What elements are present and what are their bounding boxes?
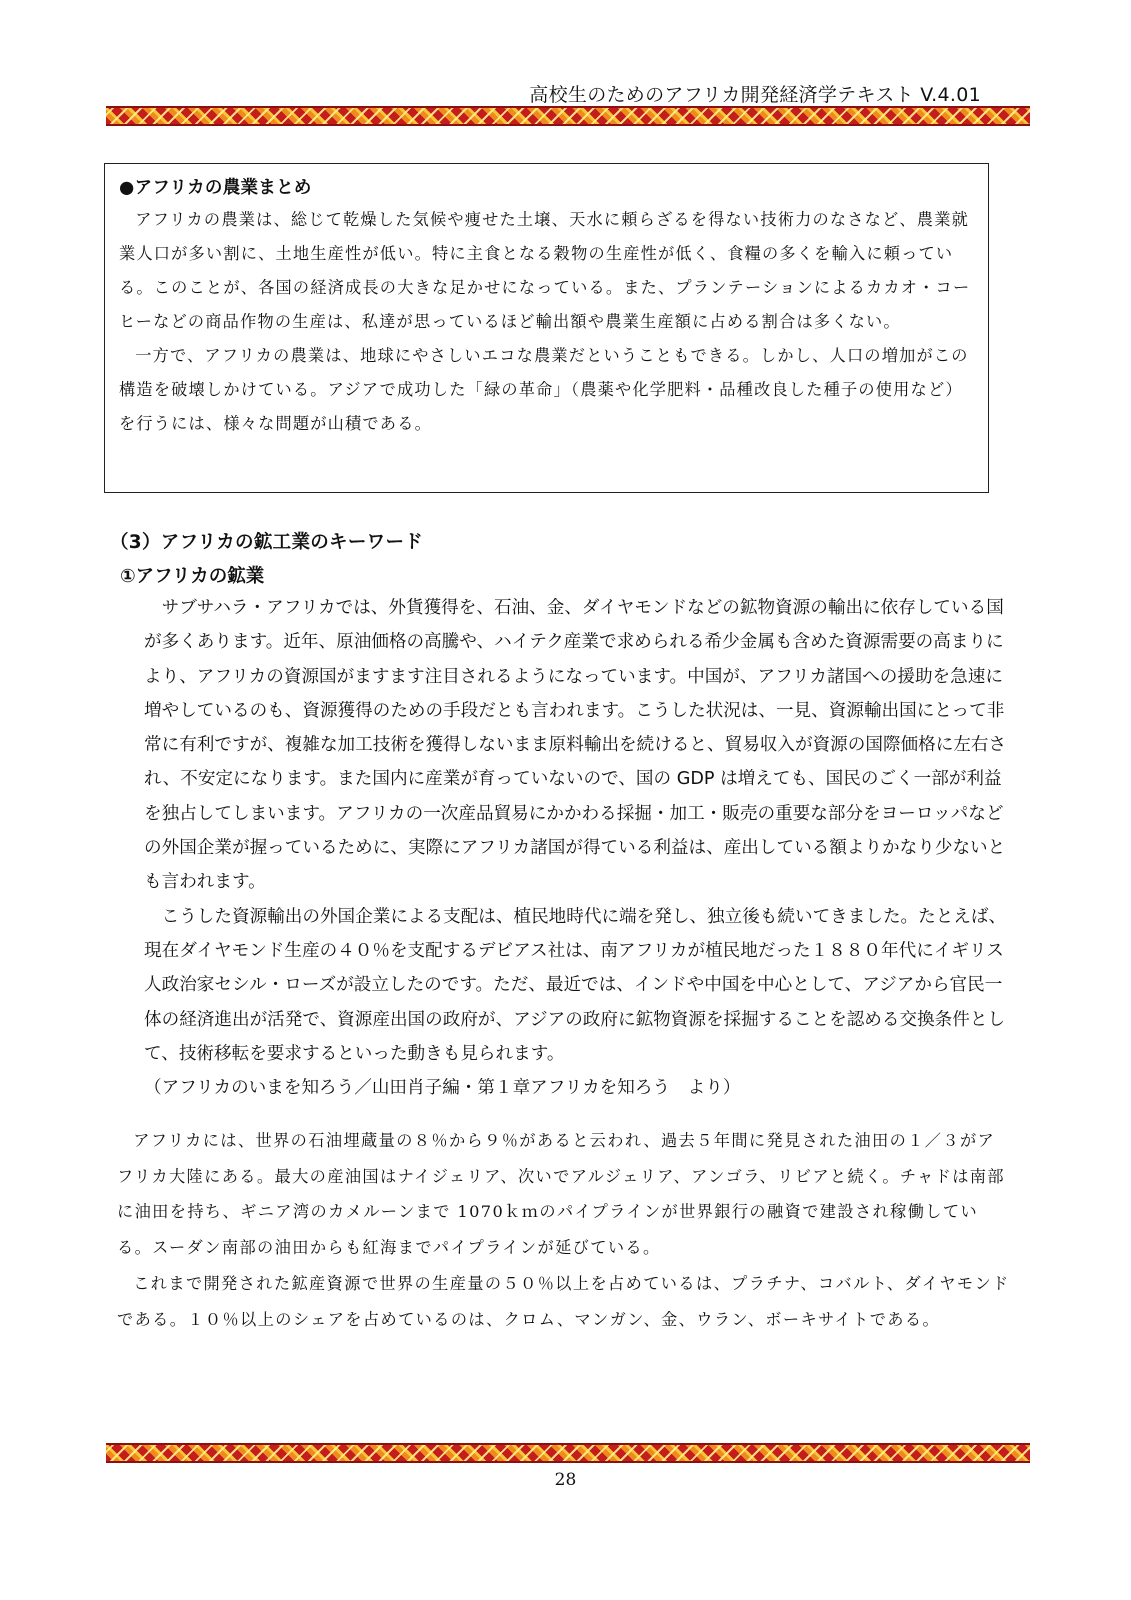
section-heading: （3）アフリカの鉱工業のキーワード (110, 532, 424, 553)
footer-decorative-band (106, 1443, 1030, 1463)
mining-body-text (144, 591, 1010, 1105)
page-number: 28 (554, 1470, 577, 1490)
summary-box-title: ●アフリカの農業まとめ (119, 178, 312, 198)
agriculture-summary-box (104, 163, 989, 493)
body-paragraph: こうした資源輸出の外国企業による支配は、植民地時代に端を発し、独立後も続いてきました。たとえば、現在ダイヤモンド生産の４０％を支配するデビアス社は、南アフリカが植民地だった１８８０年代にイギリス人政治家セシル・ローズが設立したのです。ただ、最近では、インドや中国を中心として、アジアから官民一体の経済進出が活発で、資源産出国の政府が、アジアの政府に鉱物資源を採掘することを認める交換条件として、技術移転を要求するといった動きも見られます。 (144, 906, 1007, 1064)
oil-resources-text (117, 1123, 1010, 1337)
body-paragraph: アフリカには、世界の石油埋蔵量の８％から９％があると云われ、過去５年間に発見された油田の１／３がアフリカ大陸にある。最大の産油国はナイジェリア、次いでアルジェリア、アンゴラ、リビアと続く。チャドは南部に油田を持ち、ギニア湾のカメルーンまで 1070ｋｍのパイプラインが世界銀行の融資で建設され稼働している。スーダン南部の油田からも紅海までパイプラインが延びている。 (117, 1131, 1005, 1258)
subsection-heading: ①アフリカの鉱業 (120, 566, 265, 587)
summary-paragraph: アフリカの農業は、総じて乾燥した気候や痩せた土壌、天水に頼らざるを得ない技術力のなさなど、農業就業人口が多い割に、土地生産性が低い。特に主食となる穀物の生産性が低く、食糧の多くを輸入に頼っている。このことが、各国の経済成長の大きな足かせになっている。また、プランテーションによるカカオ・コーヒーなどの商品作物の生産は、私達が思っているほど輸出額や農業生産額に占める割合は多くない。 (119, 210, 971, 331)
summary-paragraph: 一方で、アフリカの農業は、地球にやさしいエコな農業だということもできる。しかし、人口の増加がこの構造を破壊しかけている。アジアで成功した「緑の革命」（農薬や化学肥料・品種改良した種子の使用など）を行うには、様々な問題が山積である。 (119, 346, 969, 433)
citation: （アフリカのいまを知ろう／山田肖子編・第１章アフリカを知ろう より） (144, 1078, 741, 1099)
body-paragraph: これまで開発された鉱産資源で世界の生産量の５０％以上を占めているは、プラチナ、コバルト、ダイヤモンドである。１０％以上のシェアを占めているのは、クロム、マンガン、金、ウラン、ボーキサイトである。 (117, 1273, 1010, 1329)
document-header-title: 高校生のためのアフリカ開発経済学テキスト V.4.01 (529, 84, 981, 106)
header-decorative-band (106, 106, 1030, 126)
body-paragraph: サブサハラ・アフリカでは、外貨獲得を、石油、金、ダイヤモンドなどの鉱物資源の輸出に依存している国が多くあります。近年、原油価格の高騰や、ハイテク産業で求められる希少金属も含めた資源需要の高まりにより、アフリカの資源国がますます注目されるようになっています。中国が、アフリカ諸国への援助を急速に増やしているのも、資源獲得のための手段だとも言われます。こうした状況は、一見、資源輸出国にとって非常に有利ですが、複雑な加工技術を獲得しないまま原料輸出を続けると、貿易収入が資源の国際価格に左右され、不安定になります。また国内に産業が育っていないので、国の GDP は増えても、国民のごく一部が利益を独占してしまいます。アフリカの一次産品貿易にかかわる採掘・加工・販売の重要な部分をヨーロッパなどの外国企業が握っているために、実際にアフリカ諸国が得ている利益は、産出している額よりかなり少ないとも言われます。 (144, 598, 1007, 893)
